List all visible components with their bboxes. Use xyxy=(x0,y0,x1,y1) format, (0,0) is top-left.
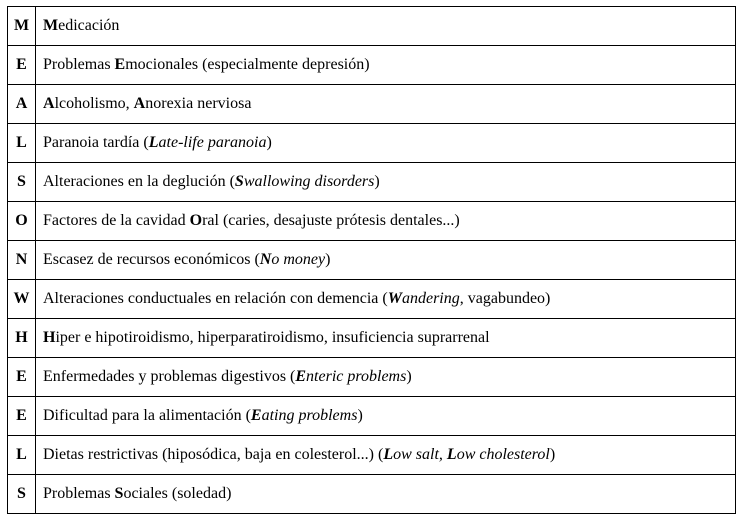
mnemonic-description xyxy=(36,358,736,397)
description-segment: ral (caries, desajuste prótesis dentales...) xyxy=(202,212,460,229)
description-segment: ow cholesterol xyxy=(456,446,550,463)
description-segment: norexia nerviosa xyxy=(145,95,252,112)
description-segment: A xyxy=(43,95,55,112)
mnemonic-letter: E xyxy=(8,46,36,85)
mnemonic-description xyxy=(36,436,736,475)
mnemonic-letter: S xyxy=(8,163,36,202)
mnemonic-table xyxy=(7,6,736,514)
description-segment: Alteraciones conductuales en relación con demencia ( xyxy=(43,290,388,307)
table-row xyxy=(8,475,736,514)
mnemonic-description xyxy=(36,163,736,202)
mnemonic-description xyxy=(36,202,736,241)
description-segment: iper e hipotiroidismo, hiperparatiroidismo, insuficiencia suprarrenal xyxy=(55,329,490,346)
table-row xyxy=(8,319,736,358)
mnemonic-letter: E xyxy=(8,397,36,436)
description-segment: W xyxy=(387,290,402,307)
mnemonic-letter: A xyxy=(8,85,36,124)
description-segment: L xyxy=(446,446,457,463)
description-segment: M xyxy=(43,17,59,34)
description-segment: H xyxy=(43,329,56,346)
table-row xyxy=(8,436,736,475)
mnemonic-letter: O xyxy=(8,202,36,241)
description-segment: , vagabundeo) xyxy=(459,290,551,307)
mnemonic-letter: L xyxy=(8,124,36,163)
mnemonic-description xyxy=(36,124,736,163)
description-segment: edicación xyxy=(58,17,120,34)
mnemonic-letter: W xyxy=(8,280,36,319)
description-segment: E xyxy=(250,407,262,424)
mnemonic-description xyxy=(36,7,736,46)
table-body xyxy=(8,7,736,514)
mnemonic-letter: S xyxy=(8,475,36,514)
mnemonic-description xyxy=(36,397,736,436)
description-segment: A xyxy=(133,95,146,112)
description-segment: lcoholismo, xyxy=(54,95,134,112)
description-segment: ) xyxy=(374,173,380,190)
mnemonic-letter: E xyxy=(8,358,36,397)
mnemonic-description xyxy=(36,319,736,358)
description-segment: Paranoia tardía ( xyxy=(43,134,149,151)
description-segment: ) xyxy=(406,368,412,385)
mnemonic-letter: N xyxy=(8,241,36,280)
description-segment: ating problems xyxy=(261,407,358,424)
description-segment: Factores de la cavidad xyxy=(43,212,190,229)
mnemonic-description xyxy=(36,241,736,280)
description-segment: L xyxy=(383,446,394,463)
mnemonic-description xyxy=(36,85,736,124)
description-segment: Enfermedades y problemas digestivos ( xyxy=(43,368,296,385)
table-row xyxy=(8,202,736,241)
description-segment: ) xyxy=(266,134,272,151)
table-row xyxy=(8,7,736,46)
description-segment: E xyxy=(295,368,307,385)
description-segment: ate-life paranoia xyxy=(158,134,267,151)
description-segment: wallowing disorders xyxy=(243,173,375,190)
mnemonic-description xyxy=(36,280,736,319)
description-segment: Dificultad para la alimentación ( xyxy=(43,407,251,424)
description-segment: ow salt, xyxy=(393,446,447,463)
description-segment: mocionales (especialmente depresión) xyxy=(125,56,370,73)
description-segment: ) xyxy=(357,407,363,424)
table-row xyxy=(8,397,736,436)
table-row xyxy=(8,163,736,202)
description-segment: Problemas xyxy=(43,485,115,502)
mnemonic-letter: H xyxy=(8,319,36,358)
mnemonic-description xyxy=(36,475,736,514)
description-segment: ) xyxy=(325,251,331,268)
description-segment: Problemas xyxy=(43,56,115,73)
table-row xyxy=(8,124,736,163)
description-segment: andering xyxy=(401,290,460,307)
description-segment: S xyxy=(234,173,244,190)
description-segment: E xyxy=(114,56,126,73)
description-segment: o money xyxy=(271,251,326,268)
description-segment: N xyxy=(259,251,272,268)
description-segment: O xyxy=(189,212,203,229)
description-segment: Dietas restrictivas (hiposódica, baja en colesterol...) ( xyxy=(43,446,384,463)
table-row xyxy=(8,85,736,124)
mnemonic-letter: M xyxy=(8,7,36,46)
table-row xyxy=(8,280,736,319)
mnemonic-letter: L xyxy=(8,436,36,475)
description-segment: Escasez de recursos económicos ( xyxy=(43,251,260,268)
mnemonic-description xyxy=(36,46,736,85)
table-row xyxy=(8,241,736,280)
description-segment: nteric problems xyxy=(306,368,407,385)
description-segment: ociales (soledad) xyxy=(123,485,232,502)
description-segment: L xyxy=(148,134,159,151)
description-segment: S xyxy=(114,485,124,502)
table-row xyxy=(8,358,736,397)
description-segment: ) xyxy=(549,446,556,463)
description-segment: Alteraciones en la deglución ( xyxy=(43,173,235,190)
table-row xyxy=(8,46,736,85)
